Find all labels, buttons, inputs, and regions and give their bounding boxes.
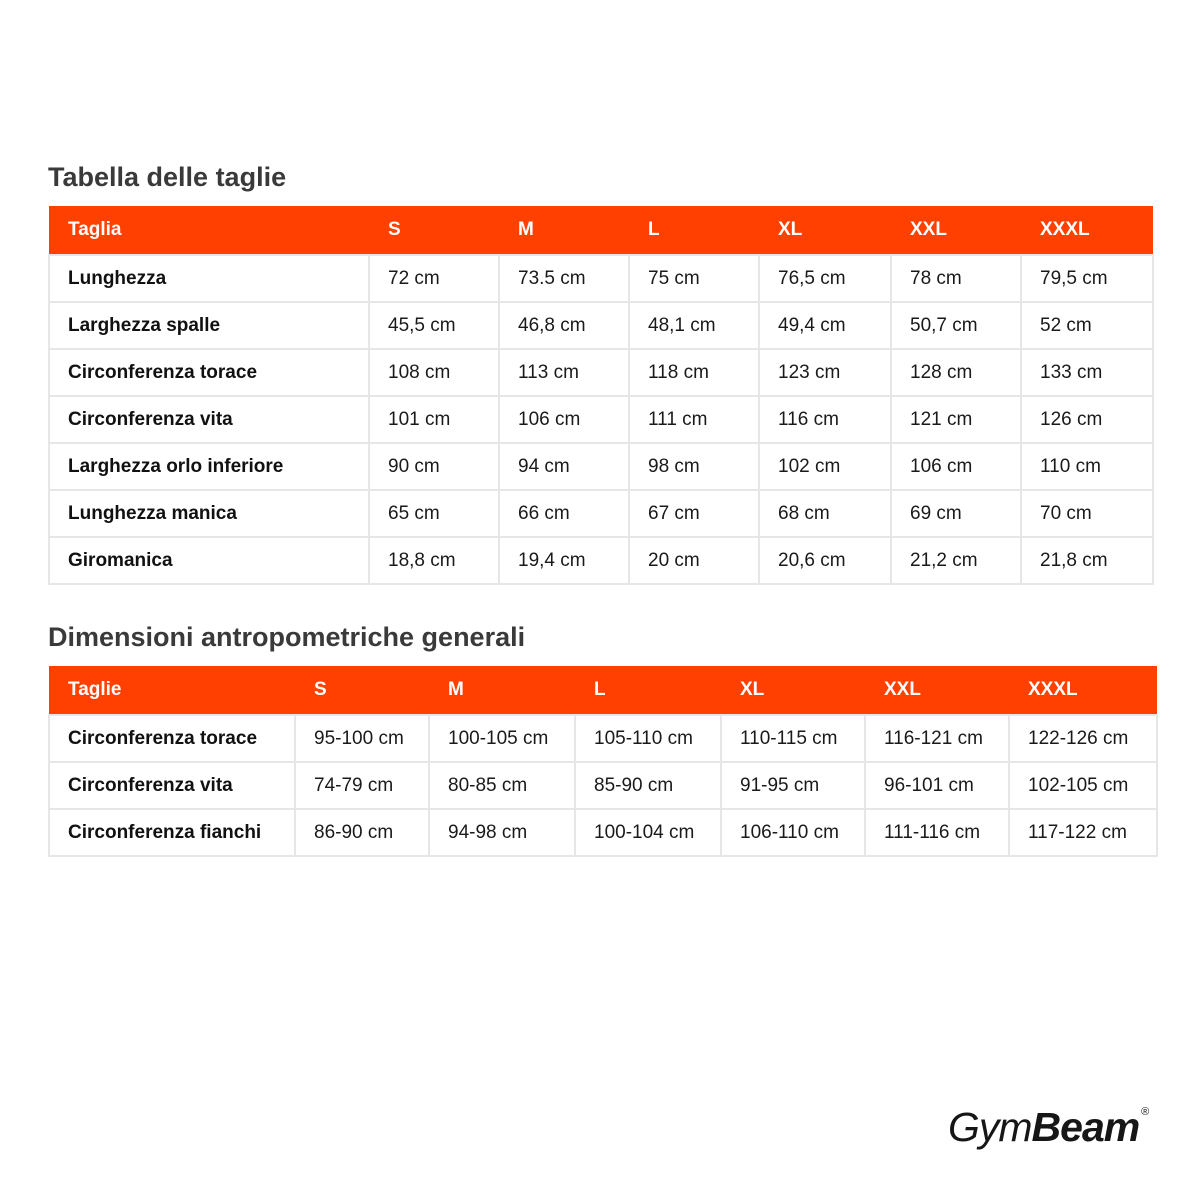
row-label: Larghezza spalle (49, 302, 369, 349)
table-cell: 105-110 cm (575, 715, 721, 762)
table-cell: 121 cm (891, 396, 1021, 443)
table-cell: 46,8 cm (499, 302, 629, 349)
header-cell-l: L (575, 666, 721, 715)
table-cell: 116 cm (759, 396, 891, 443)
row-label: Circonferenza fianchi (49, 809, 295, 856)
row-label: Circonferenza vita (49, 762, 295, 809)
table-cell: 79,5 cm (1021, 255, 1153, 302)
row-label: Circonferenza torace (49, 715, 295, 762)
table-cell: 70 cm (1021, 490, 1153, 537)
table-cell: 128 cm (891, 349, 1021, 396)
header-cell-xl: XL (721, 666, 865, 715)
table-cell: 123 cm (759, 349, 891, 396)
table-cell: 48,1 cm (629, 302, 759, 349)
gymbeam-logo (948, 1104, 1150, 1151)
row-label: Lunghezza (49, 255, 369, 302)
table-cell: 52 cm (1021, 302, 1153, 349)
header-cell-xxxl: XXXL (1009, 666, 1157, 715)
table-cell: 50,7 cm (891, 302, 1021, 349)
table-cell: 80-85 cm (429, 762, 575, 809)
table-cell: 76,5 cm (759, 255, 891, 302)
table-row (49, 762, 1157, 809)
table-cell: 102 cm (759, 443, 891, 490)
table-cell: 94 cm (499, 443, 629, 490)
table-cell: 49,4 cm (759, 302, 891, 349)
table-cell: 100-104 cm (575, 809, 721, 856)
table-cell: 108 cm (369, 349, 499, 396)
table-row (49, 396, 1153, 443)
table-cell: 96-101 cm (865, 762, 1009, 809)
table-cell: 117-122 cm (1009, 809, 1157, 856)
table-cell: 110 cm (1021, 443, 1153, 490)
header-cell-xxxl: XXXL (1021, 206, 1153, 255)
table-cell: 116-121 cm (865, 715, 1009, 762)
table-cell: 126 cm (1021, 396, 1153, 443)
header-cell-m: M (429, 666, 575, 715)
header-cell-s: S (369, 206, 499, 255)
table-cell: 78 cm (891, 255, 1021, 302)
table-cell: 66 cm (499, 490, 629, 537)
table-cell: 90 cm (369, 443, 499, 490)
header-cell-xxl: XXL (865, 666, 1009, 715)
table-cell: 86-90 cm (295, 809, 429, 856)
table-cell: 101 cm (369, 396, 499, 443)
header-cell-m: M (499, 206, 629, 255)
row-label: Giromanica (49, 537, 369, 584)
row-label: Circonferenza vita (49, 396, 369, 443)
table-cell: 98 cm (629, 443, 759, 490)
registered-mark-icon: ® (1141, 1106, 1150, 1118)
header-cell-label: Taglia (49, 206, 369, 255)
table-cell: 111-116 cm (865, 809, 1009, 856)
table-cell: 20 cm (629, 537, 759, 584)
table-cell: 122-126 cm (1009, 715, 1157, 762)
size-table-title: Tabella delle taglie (48, 162, 287, 192)
table-row (49, 537, 1153, 584)
table-cell: 110-115 cm (721, 715, 865, 762)
table-cell: 19,4 cm (499, 537, 629, 584)
header-cell-l: L (629, 206, 759, 255)
table-cell: 100-105 cm (429, 715, 575, 762)
table-row (49, 302, 1153, 349)
logo-text-light: Gym (948, 1104, 1032, 1150)
table-row (49, 443, 1153, 490)
logo-text-bold: Beam (1031, 1104, 1140, 1150)
table-cell: 113 cm (499, 349, 629, 396)
table-cell: 118 cm (629, 349, 759, 396)
table-cell: 133 cm (1021, 349, 1153, 396)
table-cell: 106 cm (891, 443, 1021, 490)
table-cell: 68 cm (759, 490, 891, 537)
table-cell: 106 cm (499, 396, 629, 443)
table-cell: 65 cm (369, 490, 499, 537)
table-row (49, 490, 1153, 537)
table-cell: 106-110 cm (721, 809, 865, 856)
table-cell: 72 cm (369, 255, 499, 302)
table-cell: 21,2 cm (891, 537, 1021, 584)
table-cell: 18,8 cm (369, 537, 499, 584)
table-cell: 85-90 cm (575, 762, 721, 809)
table-cell: 102-105 cm (1009, 762, 1157, 809)
row-label: Circonferenza torace (49, 349, 369, 396)
anthropometric-table-title: Dimensioni antropometriche generali (48, 622, 526, 652)
table-row (49, 349, 1153, 396)
header-cell-label: Taglie (49, 666, 295, 715)
anthropometric-table (48, 666, 1158, 857)
table-cell: 74-79 cm (295, 762, 429, 809)
table-row (49, 255, 1153, 302)
table-cell: 94-98 cm (429, 809, 575, 856)
header-cell-xxl: XXL (891, 206, 1021, 255)
table-cell: 67 cm (629, 490, 759, 537)
row-label: Lunghezza manica (49, 490, 369, 537)
table-header-row (49, 666, 1157, 715)
header-cell-xl: XL (759, 206, 891, 255)
table-cell: 21,8 cm (1021, 537, 1153, 584)
table-row (49, 715, 1157, 762)
size-table (48, 206, 1154, 585)
header-cell-s: S (295, 666, 429, 715)
row-label: Larghezza orlo inferiore (49, 443, 369, 490)
table-cell: 45,5 cm (369, 302, 499, 349)
table-cell: 111 cm (629, 396, 759, 443)
table-cell: 20,6 cm (759, 537, 891, 584)
table-cell: 95-100 cm (295, 715, 429, 762)
table-cell: 91-95 cm (721, 762, 865, 809)
table-header-row (49, 206, 1153, 255)
table-cell: 73.5 cm (499, 255, 629, 302)
table-cell: 69 cm (891, 490, 1021, 537)
table-row (49, 809, 1157, 856)
table-cell: 75 cm (629, 255, 759, 302)
